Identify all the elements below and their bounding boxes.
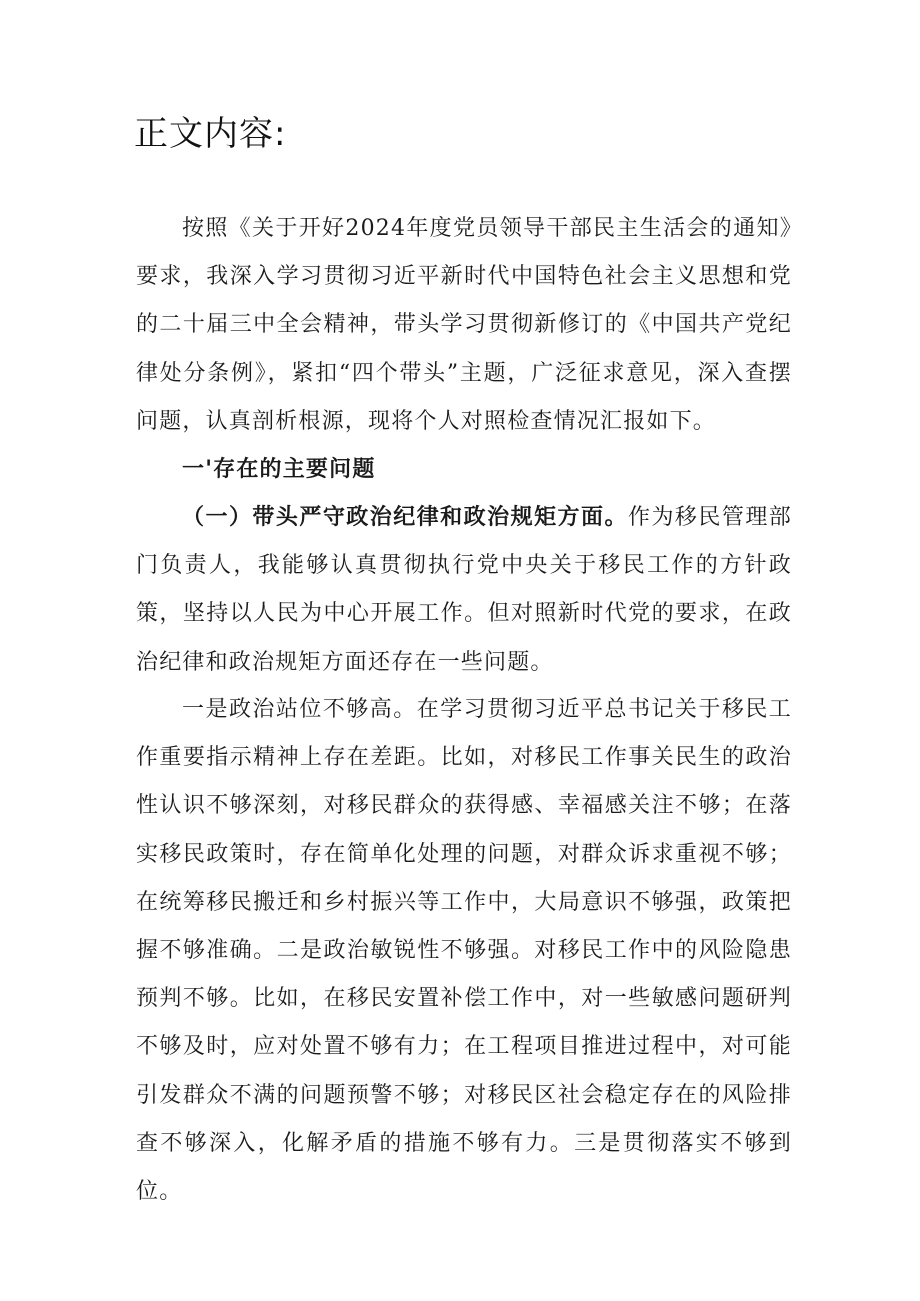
detail-paragraph: 一是政治站位不够高。在学习贯彻习近平总书记关于移民工作重要指示精神上存在差距。比如，对移民工作事关民生的政治性认识不够深刻，对移民群众的获得感、幸福感关注不够；在落实移民政策时，存在简单化处理的问题，对群众诉求重视不够；在统筹移民搬迁和乡村振兴等工作中，大局意识不够强，政策把握不够准确。二是政治敏锐性不够强。对移民工作中的风险隐患预判不够。比如，在移民安置补偿工作中，对一些敏感问题研判不够及时，应对处置不够有力；在工程项目推进过程中，对可能引发群众不满的问题预警不够；对移民区社会稳定存在的风险排查不够深入，化解矛盾的措施不够有力。三是贯彻落实不够到位。: [136, 697, 792, 1205]
section-heading: 一'存在的主要问题: [182, 456, 376, 482]
subsection-text: 作为移民管理部门负责人，我能够认真贯彻执行党中央关于移民工作的方针政策，坚持以人民为中心开展工作。但对照新时代党的要求，在政治纪律和政治规矩方面还存在一些问题。: [136, 505, 792, 675]
subsection-title: （一）带头严守政治纪律和政治规矩方面。: [182, 504, 628, 530]
document-title: 正文内容:: [134, 114, 287, 154]
subsection-paragraph: [136, 493, 792, 687]
intro-paragraph: 按照《关于开好2024年度党员领导干部民主生活会的通知》要求，我深入学习贯彻习近平新时代中国特色社会主义思想和党的二十届三中全会精神，带头学习贯彻新修订的《中国共产党纪律处分条例》，紧扣“四个带头”主题，广泛征求意见，深入查摆问题，认真剖析根源，现将个人对照检查情况汇报如下。: [136, 216, 792, 434]
